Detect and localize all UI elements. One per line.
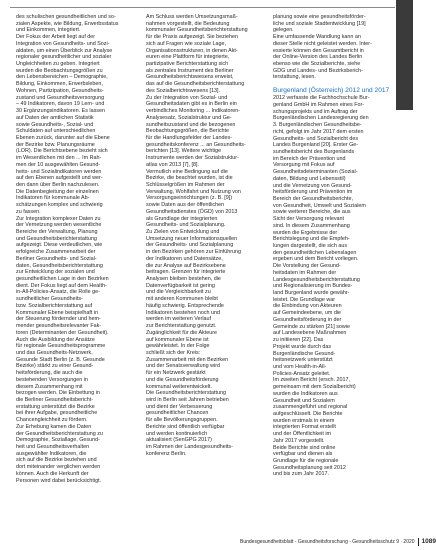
text-line: Gesunde Stadt Berlin (z. B. Gesunde — [16, 356, 105, 363]
text-line: sich auf Fragen wie soziale Lage, — [146, 40, 227, 47]
text-line: erstattung unterstützt die Bezirke — [16, 403, 95, 410]
text-line: für ein Netzwerk gestärkt — [146, 370, 206, 377]
text-line: heitsförderung und Prävention im — [273, 189, 353, 196]
text-line: sowie Gesundheits-, Sozial- und — [16, 121, 94, 128]
text-line: – 49 Indikatoren, davon 19 Lern- und — [16, 101, 105, 108]
text-line: bezogen werden. Die Einbettung in — [16, 390, 100, 397]
text-line: des Sozialberichtswesens [13]. — [146, 87, 221, 94]
text-line: Analysesatz, Sozialstruktur und Ge- — [146, 114, 232, 121]
text-line: wurden erstmals in einem — [273, 417, 335, 424]
text-line: und Einkommen, integriert. — [16, 27, 81, 34]
text-line: Verwaltung, Wohlfahrt und Nutzung von — [146, 188, 241, 195]
text-line: kommunaler Gesundheitsberichterstattung — [146, 27, 248, 34]
text-line: Auch die Ausbildung der Ansätze — [16, 336, 95, 343]
text-line: Demographie, Soziallage, Gesund- — [16, 437, 100, 444]
text-line: aufgezeigt. Diese verdeutlichen, wie — [16, 242, 103, 249]
text-line: und Gesundheitsberichterstattung — [16, 235, 97, 242]
text-line: Die Gesundheitsberichterstattung — [146, 390, 227, 397]
text-line: schließt sich der Kreis: — [146, 349, 201, 356]
text-line: 3. Burgenländischen Gesundheitsbe- — [273, 122, 362, 129]
text-line: und vom Health-in-All- — [273, 363, 327, 370]
text-line: gewährleistet. In der Folge — [146, 343, 210, 350]
text-line: sundheitszustand und die bezogenen — [146, 121, 236, 128]
text-line: von Gesundheit, Umwelt und Sozialem — [273, 202, 366, 209]
text-line: Gesundheit und Sozialem — [273, 397, 335, 404]
text-line: GDG und Landes- und Bezirksberich- — [273, 67, 363, 74]
text-line: und die Vernetzung von Gesund- — [273, 182, 352, 189]
text-line: Gesundheitsdaten gibt es in Berlin ein — [146, 101, 237, 108]
text-line: Berliner Gesundheits- und Sozial- — [16, 255, 97, 262]
text-line: zu initiieren [22]. Das — [273, 337, 324, 344]
text-line: Umsetzung neuer Informationsquellen — [146, 235, 238, 242]
text-line: sind. In diesem Zusammenhang — [273, 222, 350, 229]
text-line: zialen Aspekte, wie Bildung, Erwerbsstatus — [16, 20, 119, 27]
text-line: Die Datenbegleitung der einzelnen — [16, 188, 99, 195]
column-right-intro — [273, 14, 394, 81]
text-line: den Lebensbereichen – Demographie, — [16, 74, 108, 81]
text-line: nahmen vorgestellt, die Bedeutung — [146, 20, 230, 27]
text-line: planung sowie eine gesundheitsförder- — [273, 14, 366, 20]
text-line: der Steuerung fördernder und hem- — [16, 316, 101, 323]
text-line: Grundlage für die regionale — [273, 458, 339, 464]
text-line: daten, Gesundheitsberichterstattung — [16, 262, 103, 269]
text-line: der Gesundheitsberichterstattung zu — [16, 430, 103, 437]
text-line: und der Öffentlichkeit im — [273, 431, 332, 438]
text-line: das auf die Gesundheitsberichterstattung — [146, 81, 245, 88]
text-line: auf Landesebene Maßnahmen — [273, 330, 347, 337]
text-line: heitsnetzwerk unterstützt — [273, 357, 333, 364]
text-line: zu fassen. — [16, 208, 41, 215]
text-line: gesundheitskonferenz ... an Gesundheits- — [146, 141, 246, 148]
text-line: Schlüsselgrößen im Rahmen der — [146, 181, 225, 188]
text-line: verbindliches Monitoring ... Indikatoren- — [146, 108, 241, 115]
text-line: Organisationsstrukturen, in denen Akt- — [146, 47, 238, 54]
text-line: Bereiche der Verwaltung, Planung — [16, 229, 98, 235]
text-line: sowie weiterer Bereiche, die aus — [273, 209, 351, 216]
text-line: dort miteinander verglichen werden — [16, 464, 101, 471]
text-line: Burgenländische Gesund- — [273, 350, 336, 357]
text-line: der Vernetzung werden wesentliche — [16, 222, 102, 229]
text-line: aldaten, um einen Überblick zur Analyse — [16, 47, 113, 54]
text-line: liche und soziale Stadtentwicklung [19] — [273, 20, 366, 27]
text-line: gesundheitlichen Lage in den Bezirken — [16, 276, 109, 283]
column-middle — [146, 14, 269, 519]
text-line: leistet. Die Grundlage war — [273, 296, 336, 303]
text-line: und das Gesundheits-Netzwerk, — [16, 349, 93, 356]
text-line: Projekt wurde durch das — [273, 343, 332, 350]
text-line: wurden die Indikatoren aus — [273, 390, 338, 397]
text-line: Die Vorstellung der Gesund- — [273, 263, 341, 270]
text-line: terstattung, lesen. — [273, 74, 316, 81]
text-line: der Indikatoren und Datensätze, — [146, 255, 223, 262]
text-line: in-All-Policies-Ansatz, die Rolle ge- — [16, 289, 100, 296]
text-line: Gesundheitsförderung in der — [273, 316, 342, 323]
text-line: bzw. Sozialberichterstattung auf — [16, 302, 93, 309]
text-line: auf Gemeindeebene, um die — [273, 310, 342, 317]
text-line: integrierten Format erstellt — [273, 424, 336, 431]
text-line: Berichte sind öffentlich verfügbar — [146, 423, 225, 430]
text-line: kommunal weiterentwickelt. — [146, 383, 212, 390]
text-line: zur Berichterstattung genutzt. — [146, 323, 217, 330]
text-line: heits- und Sozialindikatoren werden — [16, 168, 102, 175]
text-line: aufgeschlüsselt. Die Berichte — [273, 410, 343, 417]
text-line: die zur Analyse auf Bezirksebene — [146, 262, 226, 269]
text-line: mit anderen Kommunen bleibt — [146, 296, 218, 303]
text-line: wird in Berlin seit Jahren betrieben — [146, 396, 229, 403]
text-line: sundheitlicher Gesundheits- — [16, 296, 83, 303]
text-line: als zentrales Instrument des Berliner — [146, 67, 234, 74]
text-line: und bis zum Jahr 2017. — [273, 471, 330, 478]
text-line: für die Handlungsfelder der Landes- — [146, 134, 233, 141]
text-line: Im zweiten Bericht (ersch. 2017, — [273, 377, 350, 384]
text-line: Vermutlich eine Bedingung auf die — [146, 168, 228, 175]
text-line: Landes Burgenland [20]. Erster Ge- — [273, 142, 359, 149]
column-right — [273, 14, 394, 519]
text-line: Zu der Integration von Sozial- und — [146, 94, 228, 101]
text-line: auf kommunaler Ebene ist — [146, 336, 209, 343]
text-line: Gesundheitsberichtswesens erweist, — [146, 74, 234, 81]
text-line: zustand und Gesundheitsversorgung — [16, 94, 105, 101]
text-line: sich auf die Bezirke beziehen und — [16, 457, 97, 464]
text-line: Der Fokus der Arbeit liegt auf der — [16, 34, 96, 41]
text-line: für regionale Gesundheitsprogramme — [16, 343, 106, 350]
text-line: men der 10 ausgewählten Gesund- — [16, 161, 101, 168]
text-line: Datenverfügbarkeit ist gering — [146, 282, 215, 289]
text-line: heit und Gesundheitsverhalten — [16, 444, 90, 450]
text-line: Indikatoren bestehen noch und — [146, 309, 221, 316]
text-line: Chancengleichheit zu fördern. — [16, 417, 88, 424]
text-line: verfügbar und dienen als — [273, 451, 333, 458]
text-line: Versorgungseinrichtungen (z. B. [9]) — [146, 195, 232, 202]
footer-separator — [418, 538, 419, 546]
text-line: Beobachtungsgrößen, die Berichte — [146, 128, 230, 135]
text-line: Bereich der Gesundheitsberichte, — [273, 195, 354, 202]
text-line: auf den Ebenen aufgestellt und wer- — [16, 175, 103, 182]
text-line: regionaler gesundheitlicher und sozialer — [16, 54, 112, 61]
text-line: 30 Ergänzungsindikatoren. Es lassen — [16, 108, 106, 115]
text-line: und die Gesundheitsförderung — [146, 376, 219, 383]
text-line: schungsprojekts und im Auftrag der — [273, 108, 358, 115]
text-line: mender gesundheitsrelevanter Fak- — [16, 323, 102, 330]
text-line: Gemeinde zu stärken [21] sowie — [273, 323, 351, 330]
text-line: toren (Determinanten der Gesundheit). — [16, 329, 109, 336]
column-left — [16, 14, 137, 519]
text-line: Gesundheits- und Sozialbericht des — [273, 135, 359, 142]
text-line: Jahr 2017 vorgestellt. — [273, 437, 325, 444]
text-line: konferenz Berlin. — [146, 450, 187, 457]
text-line: im Bereich der Prävention und — [273, 155, 346, 162]
text-line: den gesundheitlichen Lebenslagen — [273, 249, 357, 256]
text-line: Burgenländischen Landesregierung den — [273, 115, 369, 122]
column-right-body — [273, 95, 394, 478]
text-line: Ungleichheiten zu geben. Integriert — [16, 61, 100, 68]
text-line: sowie Daten aus der öffentlichen — [146, 202, 225, 209]
journal-name: Bundesgesundheitsblatt - Gesundheitsforschung - Gesundheitsschutz 9 · 2020 — [240, 539, 415, 545]
text-line: der Online-Version des Landes Berlin — [273, 54, 363, 61]
text-line: Bildung, Einkommen, Erwerbsleben, — [16, 81, 103, 88]
text-line: häufig schwierig. Entsprechende — [146, 302, 224, 309]
page-edge-marker — [396, 0, 413, 110]
text-line: Eine umfassende Wandlung kann an — [273, 34, 361, 41]
text-line: wurden die Beobachtungsgrößen zu — [16, 67, 103, 74]
text-line: der Gesundheits- und Sozialplanung — [146, 242, 234, 249]
text-line: euren eine Plattform für integrierte, — [146, 54, 230, 61]
text-line: gelegen. — [273, 27, 294, 34]
text-line: werden im weiteren Verlauf — [146, 316, 212, 323]
text-line: gesundheitlicher Chancen — [146, 410, 209, 417]
text-line: Indikatoren für kommunale Ab- — [16, 195, 90, 202]
text-line: Gesundheitsdeterminanten (Sozial- — [273, 169, 358, 176]
text-line: der Bezirke bzw. Planungsräume — [16, 141, 95, 148]
text-line: 2012 verfasste die Fachhochschule Bur- — [273, 95, 370, 102]
text-line: Kommunaler Ebene beispielhaft in — [16, 309, 99, 316]
text-line: sundheitsbericht des Burgenlands — [273, 148, 355, 155]
text-line: Gesundheitsplanung seit 2012 — [273, 464, 346, 471]
text-line: atlas von 2013 [7], [8]. — [146, 161, 200, 168]
text-line: ergeben und dem Bericht vorliegen. — [273, 256, 359, 263]
text-line: zusammengeführt und regional — [273, 404, 348, 411]
text-line: im Rahmen der Landesgesundheits- — [146, 444, 233, 450]
page-number: 1089 — [421, 538, 436, 545]
text-line: heitsförderung, die auch die — [16, 370, 83, 377]
text-line: Berichtslegung und die Empfeh- — [273, 236, 350, 243]
text-line: für alle Bevölkerungsgruppen. — [146, 417, 218, 424]
text-line: Wohnen, Partizipation, Gesundheits- — [16, 87, 104, 94]
text-line: Zur Integration komplexer Daten zu — [16, 215, 101, 222]
text-line: gemeinsam mit dem Sozialbericht) — [273, 384, 356, 391]
text-line: heitsdaten im Rahmen der — [273, 269, 337, 276]
text-line: Instrumente werden der Sozialstruktur- — [146, 155, 239, 162]
text-line: können. Auch die Herkunft der — [16, 470, 89, 477]
text-line: lungen dargestellt, die sich aus — [273, 243, 348, 249]
text-line: land Burgenland wurde gewähr- — [273, 290, 350, 297]
text-line: Bezirke, die beachtet wurden, ist die — [146, 175, 233, 182]
text-line: dieser Stelle nicht geleistet werden. Inter- — [273, 40, 372, 47]
text-line: bestehenden Versorgungen in — [16, 376, 88, 383]
text-line: berichten [13]. Weitere wichtige — [146, 148, 222, 155]
text-line: richt, gefolgt im Jahr 2017 dem ersten — [273, 128, 364, 135]
text-line: und die Vergleichbarkeit zu — [146, 289, 211, 296]
text-line: zur Entwicklung der sozialen und — [16, 269, 95, 276]
text-line: Integration von Gesundheits- und Sozi- — [16, 40, 110, 47]
text-line: (LOR). Die Berichtsebene bezieht sich — [16, 148, 108, 155]
text-line: Gesundheitsdienstes (ÖGD) von 2013 — [146, 208, 238, 215]
text-line: den dann über Berlin nachzulesen. — [16, 181, 100, 188]
text-line: Am Schluss werden Umsetzungsmaß- — [146, 14, 238, 20]
text-line: und werden kontinuierlich — [146, 430, 208, 437]
text-line: Landesgesundheitsberichterstattung — [273, 276, 360, 283]
text-line: diesem Zusammenhang mit — [16, 383, 83, 390]
text-line: beitragen. Grenzen für integrierte — [146, 269, 226, 276]
text-line: Beide Berichte sind online — [273, 444, 336, 451]
text-line: aktualisiert (SenGPG 2017) — [146, 437, 212, 444]
text-line: Personen wird dabei berücksichtigt. — [16, 477, 102, 484]
top-rule — [10, 7, 395, 8]
text-line: und der Senatsverwaltung wird — [146, 363, 221, 370]
text-line: Bezirke) stärkt zu einer Gesund- — [16, 363, 94, 370]
text-line: schätzungen komplex und schwierig — [16, 202, 103, 209]
text-line: in den Bezirken gehören zur Einführung — [146, 249, 241, 256]
text-line: und Regionalisierung im Bundes- — [273, 283, 353, 290]
text-line: Zur Erhebung kamen die Daten — [16, 423, 92, 430]
text-line: essierte können den Gesamtbericht in — [273, 47, 364, 54]
text-line: ausgewählter Indikatoren, die — [16, 450, 87, 457]
page-footer — [240, 537, 436, 547]
text-line: Gesundheits- und Sozialplanung. — [146, 222, 226, 229]
text-line: für die Praxis aufgezeigt. Sie beziehen — [146, 34, 238, 41]
text-line: Zugänglichkeit für die Akteure — [146, 329, 218, 336]
text-line: wurden die Ergebnisse der — [273, 229, 338, 236]
text-line: daten, Bildung und Lebensstil) — [273, 175, 346, 182]
text-line: Zu Zielen von Entwicklung und — [146, 229, 220, 235]
text-line: erfolgreiche Zusammenarbeit der — [16, 249, 96, 256]
text-line: Versorgung mit Fokus auf — [273, 162, 335, 169]
text-line: Schuldaten auf unterschiedlichen — [16, 128, 96, 135]
text-line: des schulischen gesundheitlichen und so- — [16, 14, 116, 20]
text-line: Analysen bleiben bestehen, die — [146, 276, 221, 283]
text-line: ebenso wie die Sozialberichte, siehe — [273, 61, 361, 68]
text-line: bei ihrer Aufgabe, gesundheitliche — [16, 410, 98, 417]
text-line: Policies-Ansatz geleitet. — [273, 370, 331, 377]
text-line: dient. Der Fokus liegt auf dem Health- — [16, 282, 107, 289]
text-line: und dient der Verbesserung — [146, 403, 213, 410]
text-line: Zusammenarbeit mit den Bezirken — [146, 356, 229, 363]
text-line: die Einbindung von Akteuren — [273, 303, 342, 310]
text-line: als Grundlage der integrierten — [146, 215, 218, 222]
text-line: auf Daten der amtlichen Statistik — [16, 114, 94, 121]
text-line: im Wesentlichen mit den ... Im Rah- — [16, 155, 102, 162]
text-line: partizipative Berichterstattung sich — [146, 61, 229, 68]
section-heading: Burgenland (Österreich) 2012 und 2017 — [273, 87, 390, 95]
text-line: Ebenen zurück, darunter auf die Ebene — [16, 134, 110, 141]
text-line: genland GmbH im Rahmen eines For- — [273, 101, 365, 108]
text-line: die Berliner Gesundheitsbericht- — [16, 396, 94, 403]
text-line: Sicht der Versorgung relevant — [273, 216, 345, 223]
